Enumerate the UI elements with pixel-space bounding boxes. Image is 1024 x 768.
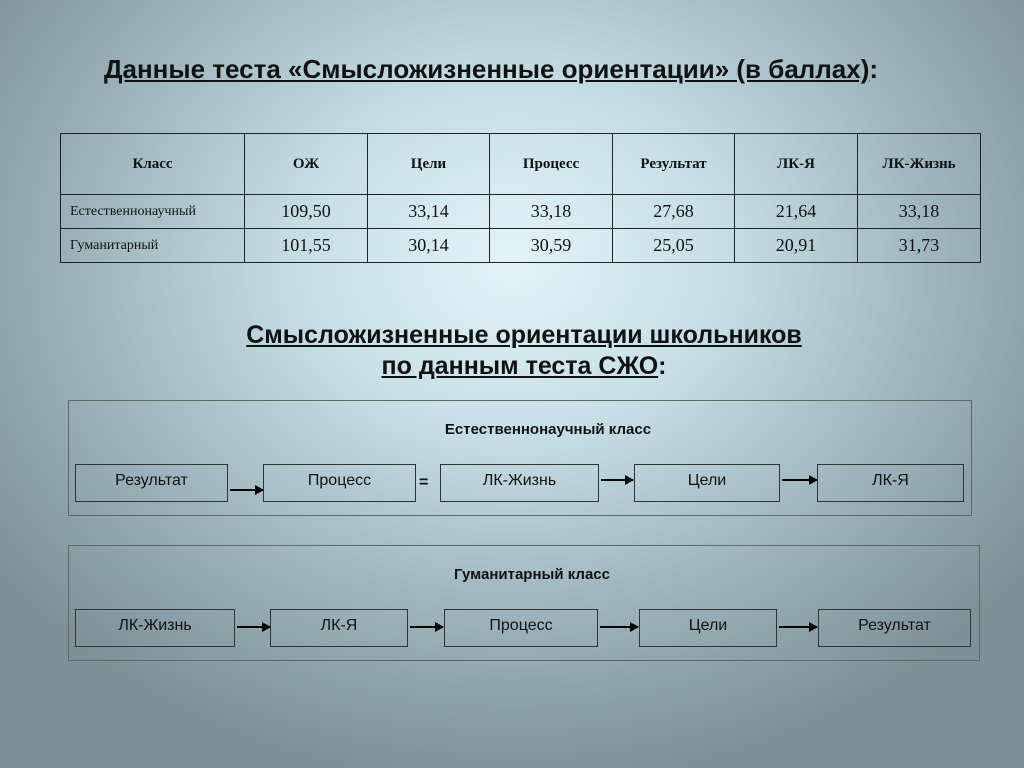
flow-box: ЛК-Я (270, 609, 408, 647)
table-cell: 31,73 (858, 229, 981, 263)
table-cell: 30,59 (490, 229, 613, 263)
header-result: Результат (613, 134, 735, 195)
arrow-icon (230, 489, 263, 491)
table-row (61, 229, 981, 263)
title-text: Данные теста «Смысложизненные ориентации» (в баллах) (104, 54, 870, 84)
header-oz: ОЖ (245, 134, 368, 195)
arrow-icon (410, 626, 443, 628)
table-header-row (61, 134, 981, 195)
table-cell: 33,18 (858, 195, 981, 229)
flow-box: Цели (639, 609, 777, 647)
table-cell: 101,55 (245, 229, 368, 263)
row-label: Естественнонаучный (61, 195, 245, 229)
arrow-icon (601, 479, 633, 481)
table-cell: 33,18 (490, 195, 613, 229)
row-label: Гуманитарный (61, 229, 245, 263)
table-cell: 20,91 (735, 229, 858, 263)
header-lk-ya: ЛК-Я (735, 134, 858, 195)
flow-box: Результат (75, 464, 228, 502)
table-cell: 21,64 (735, 195, 858, 229)
header-lk-life: ЛК-Жизнь (858, 134, 981, 195)
table-cell: 109,50 (245, 195, 368, 229)
subtitle-colon: : (658, 352, 667, 380)
section-subtitle (0, 320, 1024, 382)
arrow-icon (782, 479, 817, 481)
arrow-icon (600, 626, 638, 628)
flow-box: Процесс (444, 609, 598, 647)
flow-box: ЛК-Жизнь (440, 464, 599, 502)
subtitle-line1: Смысложизненные ориентации школьников (246, 321, 802, 349)
flow-box: ЛК-Жизнь (75, 609, 235, 647)
table-cell: 33,14 (368, 195, 490, 229)
humanities-panel (68, 545, 980, 661)
natural-science-panel (68, 400, 972, 516)
arrow-icon (779, 626, 817, 628)
subtitle-line2: по данным теста СЖО (381, 352, 659, 380)
arrow-icon (237, 626, 270, 628)
results-table (60, 133, 981, 263)
header-class: Класс (61, 134, 245, 195)
table-row (61, 195, 981, 229)
flow-box: Результат (818, 609, 971, 647)
page-title (104, 54, 878, 85)
title-colon: : (869, 54, 879, 84)
table-cell: 30,14 (368, 229, 490, 263)
flow-box: ЛК-Я (817, 464, 964, 502)
header-process: Процесс (490, 134, 613, 195)
flow-box: Процесс (263, 464, 416, 502)
equals-sign: = (419, 474, 429, 491)
header-goals: Цели (368, 134, 490, 195)
panel-title: Гуманитарный класс (454, 566, 610, 583)
flow-box: Цели (634, 464, 780, 502)
table-cell: 25,05 (613, 229, 735, 263)
table-cell: 27,68 (613, 195, 735, 229)
panel-title: Естественнонаучный класс (444, 421, 652, 438)
